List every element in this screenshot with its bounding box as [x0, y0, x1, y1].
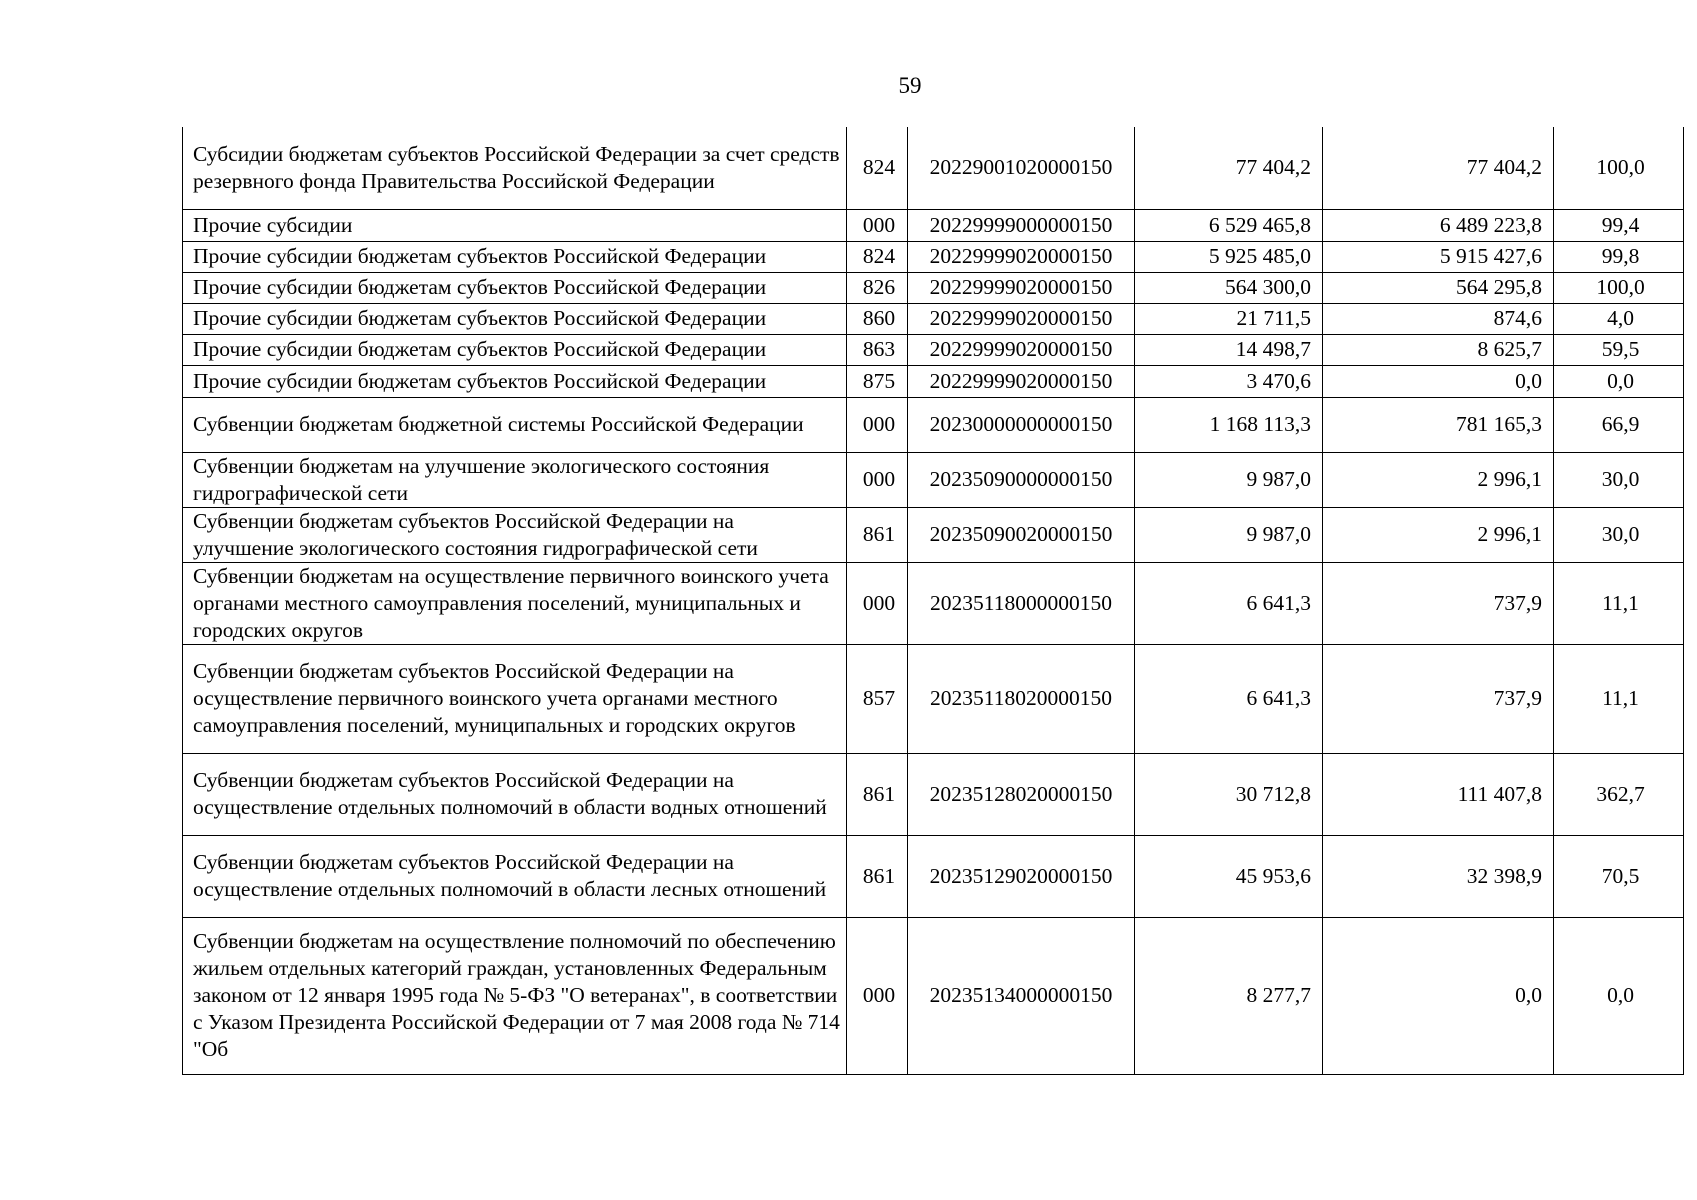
- table-row: [183, 644, 1684, 753]
- row-actual-value: 781 165,3: [1323, 397, 1554, 452]
- row-actual-value: 2 996,1: [1323, 507, 1554, 562]
- row-plan-value: 1 168 113,3: [1135, 397, 1323, 452]
- row-actual-value: 32 398,9: [1323, 835, 1554, 917]
- row-percent: 11,1: [1554, 562, 1684, 644]
- table-row: [183, 835, 1684, 917]
- table-row: [183, 397, 1684, 452]
- row-name: Прочие субсидии бюджетам субъектов Российской Федерации: [183, 272, 847, 303]
- row-name: Субвенции бюджетам на осуществление первичного воинского учета органами местного самоуправления поселений, муниципальных и городских округов: [183, 562, 847, 644]
- table-row: [183, 753, 1684, 835]
- row-percent: 100,0: [1554, 127, 1684, 209]
- table-row: [183, 241, 1684, 272]
- row-admin-code: 861: [847, 507, 908, 562]
- row-admin-code: 857: [847, 644, 908, 753]
- row-plan-value: 21 711,5: [1135, 303, 1323, 334]
- row-percent: 70,5: [1554, 835, 1684, 917]
- row-budget-code: 20235090020000150: [908, 507, 1135, 562]
- row-percent: 0,0: [1554, 365, 1684, 397]
- row-budget-code: 20229999020000150: [908, 334, 1135, 365]
- table-row: [183, 303, 1684, 334]
- row-budget-code: 20235128020000150: [908, 753, 1135, 835]
- row-plan-value: 6 529 465,8: [1135, 209, 1323, 241]
- row-name: Субвенции бюджетам бюджетной системы Российской Федерации: [183, 397, 847, 452]
- table-row: [183, 365, 1684, 397]
- row-name: Субвенции бюджетам субъектов Российской Федерации на осуществление отдельных полномочий в области водных отношений: [183, 753, 847, 835]
- row-name: Субвенции бюджетам субъектов Российской Федерации на осуществление отдельных полномочий в области лесных отношений: [183, 835, 847, 917]
- row-name: Субсидии бюджетам субъектов Российской Федерации за счет средств резервного фонда Правительства Российской Федерации: [183, 127, 847, 209]
- row-budget-code: 20230000000000150: [908, 397, 1135, 452]
- row-admin-code: 000: [847, 209, 908, 241]
- row-plan-value: 6 641,3: [1135, 562, 1323, 644]
- budget-table: [182, 127, 1684, 1075]
- row-plan-value: 5 925 485,0: [1135, 241, 1323, 272]
- row-admin-code: 861: [847, 835, 908, 917]
- row-name: Субвенции бюджетам на осуществление полномочий по обеспечению жильем отдельных категорий граждан, установленных Федеральным законом от 12 января 1995 года № 5-ФЗ "О ветеранах", в соответствии с Указом Президента Российской Федерации от 7 мая 2008 года № 714 "Об: [183, 917, 847, 1074]
- row-budget-code: 20229999020000150: [908, 365, 1135, 397]
- row-name: Прочие субсидии бюджетам субъектов Российской Федерации: [183, 365, 847, 397]
- row-budget-code: 20229999020000150: [908, 303, 1135, 334]
- row-actual-value: 737,9: [1323, 644, 1554, 753]
- row-name: Субвенции бюджетам на улучшение экологического состояния гидрографической сети: [183, 452, 847, 507]
- row-actual-value: 6 489 223,8: [1323, 209, 1554, 241]
- row-admin-code: 000: [847, 397, 908, 452]
- row-percent: 362,7: [1554, 753, 1684, 835]
- row-plan-value: 6 641,3: [1135, 644, 1323, 753]
- row-actual-value: 111 407,8: [1323, 753, 1554, 835]
- table-row: [183, 334, 1684, 365]
- table-row: [183, 127, 1684, 209]
- row-admin-code: 000: [847, 562, 908, 644]
- row-budget-code: 20235129020000150: [908, 835, 1135, 917]
- row-admin-code: 875: [847, 365, 908, 397]
- row-budget-code: 20229999020000150: [908, 241, 1135, 272]
- table-row: [183, 917, 1684, 1074]
- row-admin-code: 824: [847, 241, 908, 272]
- row-percent: 59,5: [1554, 334, 1684, 365]
- row-actual-value: 737,9: [1323, 562, 1554, 644]
- row-actual-value: 8 625,7: [1323, 334, 1554, 365]
- row-plan-value: 45 953,6: [1135, 835, 1323, 917]
- row-admin-code: 863: [847, 334, 908, 365]
- row-name: Прочие субсидии: [183, 209, 847, 241]
- row-percent: 30,0: [1554, 452, 1684, 507]
- row-plan-value: 77 404,2: [1135, 127, 1323, 209]
- row-plan-value: 9 987,0: [1135, 452, 1323, 507]
- row-budget-code: 20235118020000150: [908, 644, 1135, 753]
- row-plan-value: 564 300,0: [1135, 272, 1323, 303]
- row-actual-value: 564 295,8: [1323, 272, 1554, 303]
- row-budget-code: 20229999020000150: [908, 272, 1135, 303]
- row-budget-code: 20235118000000150: [908, 562, 1135, 644]
- table-row: [183, 562, 1684, 644]
- row-admin-code: 000: [847, 917, 908, 1074]
- row-name: Субвенции бюджетам субъектов Российской Федерации на осуществление первичного воинского учета органами местного самоуправления поселений, муниципальных и городских округов: [183, 644, 847, 753]
- page-number: 59: [898, 73, 922, 98]
- row-admin-code: 824: [847, 127, 908, 209]
- row-percent: 11,1: [1554, 644, 1684, 753]
- row-percent: 99,8: [1554, 241, 1684, 272]
- table-row: [183, 209, 1684, 241]
- row-plan-value: 14 498,7: [1135, 334, 1323, 365]
- row-admin-code: 860: [847, 303, 908, 334]
- row-name: Прочие субсидии бюджетам субъектов Российской Федерации: [183, 334, 847, 365]
- table-row: [183, 507, 1684, 562]
- row-actual-value: 5 915 427,6: [1323, 241, 1554, 272]
- row-budget-code: 20229001020000150: [908, 127, 1135, 209]
- row-actual-value: 77 404,2: [1323, 127, 1554, 209]
- row-percent: 99,4: [1554, 209, 1684, 241]
- row-budget-code: 20235090000000150: [908, 452, 1135, 507]
- row-admin-code: 826: [847, 272, 908, 303]
- table-row: [183, 272, 1684, 303]
- row-percent: 30,0: [1554, 507, 1684, 562]
- row-percent: 66,9: [1554, 397, 1684, 452]
- row-budget-code: 20229999000000150: [908, 209, 1135, 241]
- row-name: Прочие субсидии бюджетам субъектов Российской Федерации: [183, 241, 847, 272]
- table-row: [183, 452, 1684, 507]
- row-admin-code: 861: [847, 753, 908, 835]
- row-plan-value: 3 470,6: [1135, 365, 1323, 397]
- row-actual-value: 0,0: [1323, 917, 1554, 1074]
- row-plan-value: 8 277,7: [1135, 917, 1323, 1074]
- row-budget-code: 20235134000000150: [908, 917, 1135, 1074]
- row-actual-value: 874,6: [1323, 303, 1554, 334]
- row-percent: 100,0: [1554, 272, 1684, 303]
- row-percent: 4,0: [1554, 303, 1684, 334]
- row-percent: 0,0: [1554, 917, 1684, 1074]
- row-actual-value: 2 996,1: [1323, 452, 1554, 507]
- row-plan-value: 30 712,8: [1135, 753, 1323, 835]
- row-name: Прочие субсидии бюджетам субъектов Российской Федерации: [183, 303, 847, 334]
- row-plan-value: 9 987,0: [1135, 507, 1323, 562]
- row-name: Субвенции бюджетам субъектов Российской Федерации на улучшение экологического состояния гидрографической сети: [183, 507, 847, 562]
- row-actual-value: 0,0: [1323, 365, 1554, 397]
- row-admin-code: 000: [847, 452, 908, 507]
